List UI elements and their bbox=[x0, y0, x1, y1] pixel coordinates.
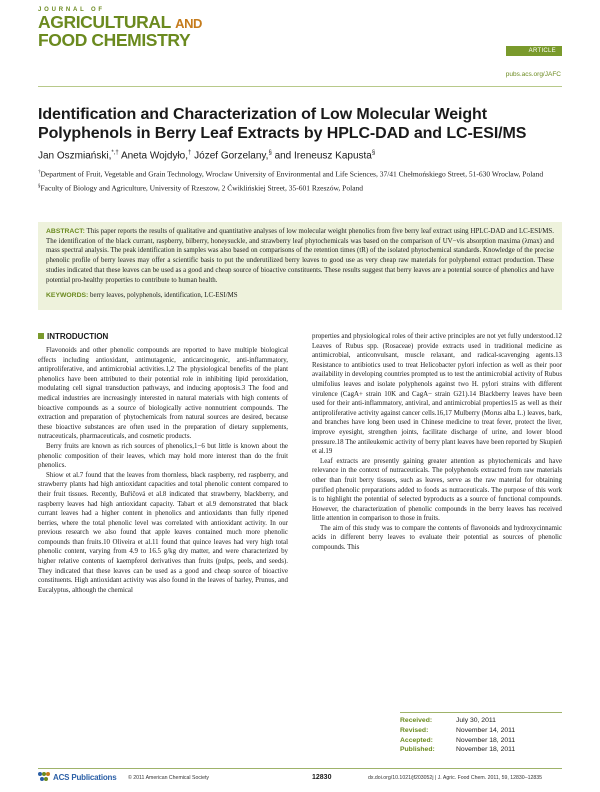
masthead-and: AND bbox=[175, 16, 203, 31]
abstract bbox=[46, 227, 554, 285]
section-heading-text: INTRODUCTION bbox=[47, 332, 109, 341]
author-affiliation-mark: *,† bbox=[111, 150, 119, 156]
body-column-right bbox=[312, 332, 562, 553]
affiliation-2 bbox=[38, 182, 562, 194]
author-name[interactable]: Józef Gorzelany, bbox=[194, 150, 269, 162]
acs-logo-icon bbox=[38, 772, 50, 782]
article-type-tag: ARTICLE bbox=[506, 46, 562, 56]
date-accepted bbox=[400, 736, 562, 746]
affiliation-text: Department of Fruit, Vegetable and Grain Technology, Wroclaw University of Environmental and Life Sciences, 37/41 Chełmońskiego Street, 51-630 Wroclaw, Poland bbox=[40, 169, 544, 179]
date-label: Received: bbox=[400, 717, 433, 724]
page-footer bbox=[38, 772, 562, 784]
author-name[interactable]: and Ireneusz Kapusta bbox=[274, 150, 372, 162]
abstract-text: This paper reports the results of qualitative and quantitative analyses of low molecular weight phenolics from five berry leaf extract using HPLC-DAD and LC-ESI/MS. The identification of the black currant, raspberry, bilberry, honeysuckle, and strawberry leaf phytochemicals was based on the comparison of UV−vis absorption maxima (λmax) and mass spectral analysis. The peak identification in samples was also based on comparisons of the retention times (tR) of the isolated phytochemical standards. Knowledge of the precise phenolic profile of berry leaves may offer a scientific basis to put the underutilized berry leaves to good use as very cheap raw materials for polyphenol extract production. These studies indicated that these leaves can be used as a good and cheap source of bioactive constituents. These results suggest that berry leaves are a potential source of phenolics and have potential pro-healthy properties to contribute to human health. bbox=[46, 228, 554, 284]
abstract-label: ABSTRACT: bbox=[46, 228, 85, 235]
date-value: July 30, 2011 bbox=[456, 717, 496, 724]
section-square-icon bbox=[38, 333, 44, 339]
masthead-line2: FOOD CHEMISTRY bbox=[38, 30, 191, 50]
article-title: Identification and Characterization of Low Molecular Weight Polyphenols in Berry Leaf Extracts by HPLC-DAD and LC-ESI/MS bbox=[38, 106, 527, 142]
section-heading bbox=[38, 332, 288, 342]
keywords-text: berry leaves, polyphenols, identification, LC-ESI/MS bbox=[90, 292, 238, 299]
body-paragraph: Shiow et al.7 found that the leaves from thornless, black raspberry, red raspberry, and strawberry plants had high antioxidant capacities and total phenolic content compared to their fruit tissues. Recently, Buřičová et al.8 indicated that strawberry, blackberry, and raspberry leaves had high antioxidant capacity. Tabart et al.9 demonstrated that black currant leaves had a higher content in phenolics and antioxidants than fully ripened berries, where the total phenolic level was correlated with antioxidant activity. In our previous research we also found that apple leaves contained much more phenolic compounds than fruits.10 Oliveira et al.11 found that quince leaves had very high total phenolic content, varying from 4.9 to 16.5 g/kg dry matter, and were characterized by higher relative contents of kaempferol derivatives than fruits (pulps, peels, and seeds). They indicated that these leaves can be used as a good and cheap source of bioactive constituents. High antioxidant activity was also found in the leaves of barley, Prunus, and Eucalyptus, although the chemical bbox=[38, 471, 288, 594]
affiliation-1 bbox=[38, 168, 562, 180]
author-affiliation-mark: § bbox=[371, 150, 376, 156]
date-received bbox=[400, 716, 562, 726]
body-paragraph: The aim of this study was to compare the contents of flavonoids and hydroxycinnamic acids in different berry leaves to evaluate their potential as sources of phenolic compounds. This bbox=[312, 524, 562, 552]
author-affiliation-mark: † bbox=[188, 150, 192, 156]
keywords bbox=[46, 292, 238, 299]
footer-divider bbox=[38, 768, 562, 769]
author-name[interactable]: Aneta Wojdyło, bbox=[120, 150, 189, 162]
affiliation-mark: § bbox=[38, 183, 41, 189]
copyright: © 2011 American Chemical Society bbox=[128, 775, 209, 781]
publisher-name: ACS Publications bbox=[53, 772, 117, 782]
journal-url[interactable]: pubs.acs.org/JAFC bbox=[505, 71, 561, 78]
date-label: Accepted: bbox=[400, 736, 433, 744]
body-column-left bbox=[38, 332, 288, 595]
date-revised bbox=[400, 726, 562, 736]
page-number: 12830 bbox=[312, 774, 332, 781]
author-list bbox=[38, 150, 375, 161]
body-paragraph: Flavonoids and other phenolic compounds are reported to have multiple biological effects including antioxidant, antimutagenic, anticarcinogenic, anti-inflammatory, antiproliferative, and antimicrobial activities.1,2 The physiological benefits of the plant phenolics have been attributed to their potential role in inhibiting lipid peroxidation, modulating cell signal transduction pathways, and inducing apoptosis.3 The food and medical industries are increasingly interested in natural materials with high contents of bioactive compounds as a source of biologically active nonnutrient compounds. The extraction and preparation of phytochemicals from natural sources are desired, because these bioactive substances are often used in the preparation of dietary supplements, nutraceuticals, pharmaceuticals, and cosmetic products. bbox=[38, 347, 288, 441]
affiliation-mark: † bbox=[38, 170, 41, 175]
author-name[interactable]: Jan Oszmiański, bbox=[38, 150, 112, 162]
body-paragraph: properties and physiological roles of their active principles are not yet fully understood.12 Leaves of Rubus spp. (Rosaceae) provide extracts used in traditional medicine as antimicrobial, anticonvulsant, muscle relaxant, and radical-scavenging agents.13 Resistance to antibiotics used to treat Helicobacter pylori infection as well as their poor availability in developing countries prompted us to test the antimicrobial activity of Rubus ulmifolius leaves and isolate polyphenols against two H. pylori strains with different virulence (CagA+ strain 10K and CagA− strain G21).14 Blackberry leaves have been used for their anti-inflammatory, antiviral, and antimicrobial properties15 as well as their antiproliferative activity against cancer cells.16,17 Mulberry (Morus alba L.) leaves, bark, and branches have long been used in Chinese medicine to treat fever, protect the liver, improve eyesight, strengthen joints, facilitate discharge of urine, and lower blood pressure.18 The antileukemic activity of berry plant leaves have been reported by Skupień et al.19 bbox=[312, 333, 562, 456]
date-label: Published: bbox=[400, 746, 435, 754]
author-affiliation-mark: § bbox=[268, 150, 272, 156]
body-paragraph: Berry fruits are known as rich sources of phenolics,1−6 but little is known about the phenolic composition of their leaves, which may hold more interest than do the fruit phenolics. bbox=[38, 442, 288, 470]
affiliations bbox=[38, 168, 562, 195]
date-value: November 14, 2011 bbox=[456, 726, 516, 734]
journal-masthead bbox=[38, 6, 238, 49]
affiliation-text: Faculty of Biology and Agriculture, University of Rzeszow, 2 Ćwiklińskiej Street, 35-601 Rzeszów, Poland bbox=[40, 183, 364, 192]
doi-citation[interactable]: dx.doi.org/10.1021/jf203052j | J. Agric. Food Chem. 2011, 59, 12830–12835 bbox=[368, 775, 543, 781]
publication-dates bbox=[400, 712, 562, 755]
masthead-agricultural: AGRICULTURAL bbox=[38, 12, 171, 32]
date-published bbox=[400, 745, 562, 755]
keywords-label: KEYWORDS: bbox=[46, 292, 89, 299]
date-value: November 18, 2011 bbox=[456, 746, 516, 754]
date-value: November 18, 2011 bbox=[456, 736, 516, 744]
acs-logo[interactable] bbox=[38, 772, 116, 782]
date-label: Revised: bbox=[400, 726, 429, 734]
body-paragraph: Leaf extracts are presently gaining greater attention as phytochemicals and have relevance in the context of nutraceuticals. The polyphenols extracted from raw materials other than fruit berry tissues, such as leaves, serve as the raw material for obtaining purified phenolic preparations added to foods as nutraceuticals. The purpose of this work is to highlight the potential of selected byproducts as a source of functional compounds. However, the characterization of phenolic compounds in the berry leaves has received little attention in comparison to those in fruits. bbox=[312, 457, 562, 523]
masthead-journal-word: JOURNAL OF bbox=[38, 7, 105, 13]
header-divider bbox=[38, 86, 562, 87]
